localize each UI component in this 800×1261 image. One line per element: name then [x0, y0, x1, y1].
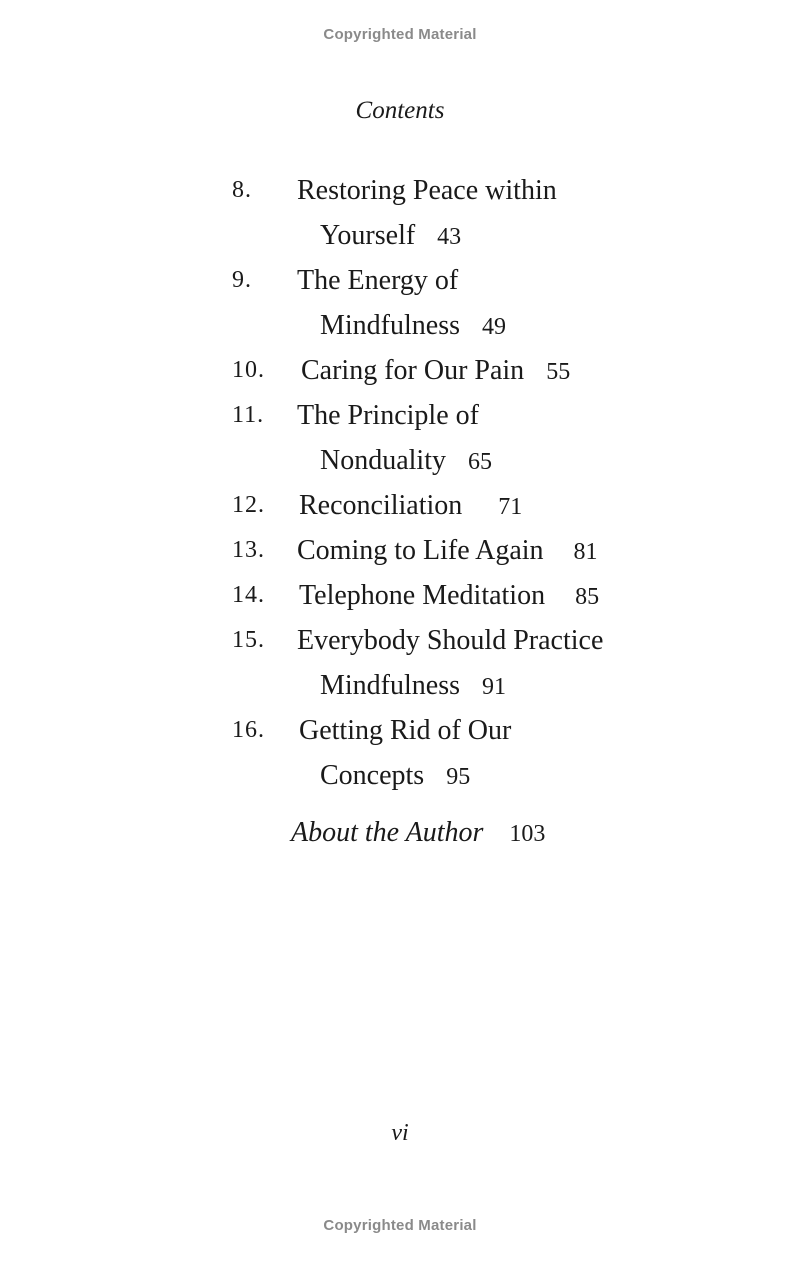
chapter-title: Telephone Meditation	[299, 580, 546, 611]
contents-heading: Contents	[355, 97, 445, 124]
page-number: 95	[446, 764, 471, 790]
chapter-title: The Energy of	[297, 265, 459, 296]
page-number: 85	[575, 584, 600, 610]
chapter-title: Restoring Peace within	[297, 175, 557, 206]
chapter-title-continued: Concepts	[320, 760, 425, 791]
chapter-title-continued: Mindfulness	[320, 310, 460, 341]
chapter-number: 9.	[232, 267, 252, 293]
toc-entry-9-continued[interactable]	[0, 303, 800, 348]
page-number: 43	[437, 224, 462, 250]
copyright-watermark-top: Copyrighted Material	[323, 26, 477, 43]
toc-entry-9[interactable]	[0, 258, 800, 303]
toc-entry-12[interactable]	[0, 483, 800, 528]
page-number: 103	[509, 821, 546, 847]
page-number: 55	[546, 359, 571, 385]
chapter-number: 13.	[232, 537, 265, 563]
chapter-title-continued: Yourself	[320, 220, 416, 251]
chapter-title: Getting Rid of Our	[299, 715, 512, 746]
page-number: 65	[468, 449, 492, 475]
toc-entry-11-continued[interactable]	[0, 438, 800, 483]
chapter-title: Reconciliation	[299, 490, 463, 521]
toc-entry-8-continued[interactable]	[0, 213, 800, 258]
chapter-title-continued: Mindfulness	[320, 670, 460, 701]
table-of-contents	[0, 168, 800, 798]
chapter-number: 15.	[232, 627, 265, 653]
page-number: 91	[482, 674, 506, 700]
chapter-number: 12.	[232, 492, 265, 518]
chapter-number: 11.	[232, 402, 265, 428]
toc-entry-16-continued[interactable]	[0, 753, 800, 798]
toc-entry-16[interactable]	[0, 708, 800, 753]
page-folio: vi	[391, 1120, 409, 1146]
toc-entry-15[interactable]	[0, 618, 800, 663]
chapter-number: 10.	[232, 357, 265, 383]
about-author-label: About the Author	[291, 817, 484, 848]
toc-entry-about-the-author[interactable]	[291, 817, 545, 849]
chapter-title-continued: Nonduality	[320, 445, 446, 476]
chapter-number: 16.	[232, 717, 265, 743]
chapter-title: Everybody Should Practice	[297, 625, 604, 656]
toc-entry-10[interactable]	[0, 348, 800, 393]
toc-entry-8[interactable]	[0, 168, 800, 213]
toc-entry-11[interactable]	[0, 393, 800, 438]
toc-entry-15-continued[interactable]	[0, 663, 800, 708]
toc-entry-13[interactable]	[0, 528, 800, 573]
page-number: 81	[573, 539, 598, 565]
toc-entry-14[interactable]	[0, 573, 800, 618]
chapter-title: The Principle of	[297, 400, 479, 431]
copyright-watermark-bottom: Copyrighted Material	[323, 1217, 477, 1234]
chapter-number: 14.	[232, 582, 265, 608]
chapter-number: 8.	[232, 177, 252, 203]
page-number: 71	[498, 494, 523, 520]
chapter-title: Caring for Our Pain	[301, 355, 525, 386]
page-number: 49	[482, 314, 506, 340]
chapter-title: Coming to Life Again	[297, 535, 544, 566]
